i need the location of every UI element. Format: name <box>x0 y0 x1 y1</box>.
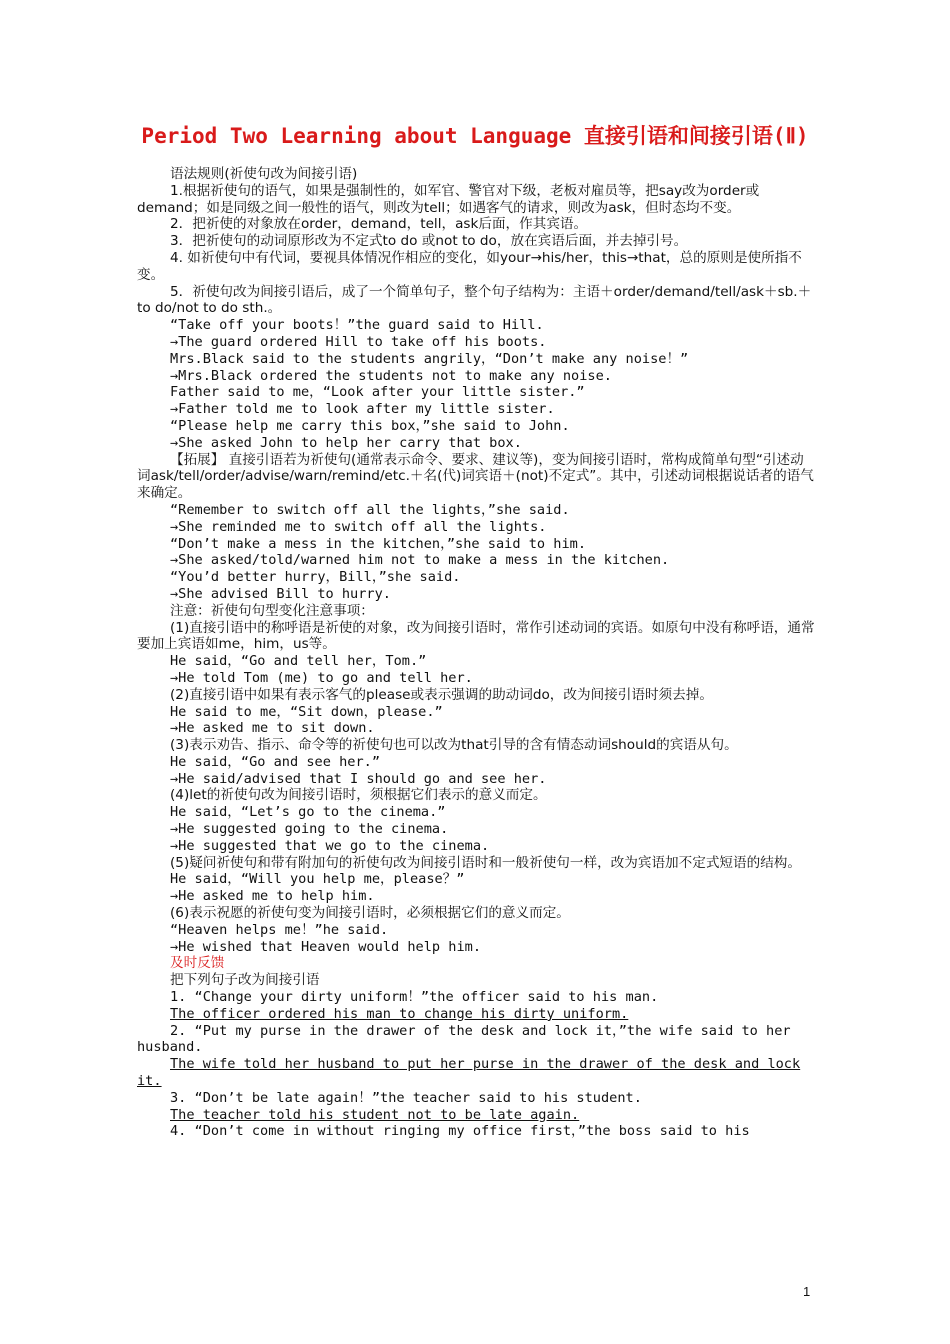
text-line: 2. “Put my purse in the drawer of the desk and lock it，”the wife said to her husband. <box>137 1022 791 1056</box>
text-line: →She asked/told/warned him not to make a mess in the kitchen. <box>170 552 670 569</box>
answer-line: The wife told her husband to put her purse in the drawer of the desk and lock it. <box>137 1056 801 1090</box>
text-line: 1. “Change your dirty uniform！”the officer said to his man. <box>170 989 659 1006</box>
text-line: Father said to me，“Look after your little sister.” <box>170 384 585 401</box>
document-body <box>137 166 815 1140</box>
text-line: 把下列句子改为间接引语 <box>170 972 320 989</box>
text-line: (5)疑问祈使句和带有附加句的祈使句改为间接引语时和一般祈使句一样，改为宾语加不定式短语的结构。 <box>170 854 801 871</box>
text-line: →He suggested that we go to the cinema. <box>170 837 490 854</box>
text-line: He said to me，“Sit down，please.” <box>170 703 443 720</box>
text-line: →Mrs.Black ordered the students not to make any noise. <box>170 367 612 384</box>
text-line: “Please help me carry this box，”she said to John. <box>170 417 570 434</box>
text-line: 4. “Don’t come in without ringing my office first，”the boss said to his <box>170 1123 750 1140</box>
text-line: (6)表示祝愿的祈使句变为间接引语时，必须根据它们的意义而定。 <box>170 905 570 922</box>
text-line: “Heaven helps me！”he said. <box>170 921 389 938</box>
text-line: “Don’t make a mess in the kitchen，”she said to him. <box>170 535 587 552</box>
text-line: 3．把祈使句的动词原形改为不定式to do 或not to do，放在宾语后面，并去掉引号。 <box>170 233 688 250</box>
section-heading: 及时反馈 <box>170 955 225 972</box>
document-title: Period Two Learning about Language 直接引语和间接引语(Ⅱ) <box>141 124 809 148</box>
text-line: →He said/advised that I should go and see her. <box>170 770 547 787</box>
text-line: (3)表示劝告、指示、命令等的祈使句也可以改为that引导的含有情态动词should的宾语从句。 <box>170 737 738 754</box>
text-line: 5．祈使句改为间接引语后，成了一个简单句子，整个句子结构为：主语＋order/demand/tell/ask＋sb.＋to do/not to do sth.。 <box>137 283 812 317</box>
text-line: →She advised Bill to hurry. <box>170 585 391 602</box>
text-line: (4)let的祈使句改为间接引语时，须根据它们表示的意义而定。 <box>170 787 547 804</box>
text-line: →The guard ordered Hill to take off his boots. <box>170 333 547 350</box>
text-line: →She reminded me to switch off all the lights. <box>170 518 547 535</box>
text-line: 3. “Don’t be late again！”the teacher said to his student. <box>170 1089 642 1106</box>
text-line: 【拓展】 直接引语若为祈使句(通常表示命令、要求、建议等)，变为间接引语时，常构成简单句型“引述动词ask/tell/order/advise/warn/remind/etc.＋名(代)词宾语＋(not)不定式”。其中，引述动词根据说话者的语气来确定。 <box>137 451 814 502</box>
text-line: →He told Tom (me) to go and tell her. <box>170 669 473 686</box>
page-number: 1 <box>803 1284 811 1299</box>
text-line: →He asked me to sit down. <box>170 720 375 737</box>
text-line: (2)直接引语中如果有表示客气的please或表示强调的助动词do，改为间接引语时须去掉。 <box>170 686 713 703</box>
text-line: 注意：祈使句句型变化注意事项： <box>170 602 374 619</box>
text-line: 2．把祈使的对象放在order，demand，tell，ask后面，作其宾语。 <box>170 216 588 233</box>
text-line: “You’d better hurry，Bill，”she said. <box>170 569 461 586</box>
text-line: He said，“Go and tell her，Tom.” <box>170 653 427 670</box>
answer-line: The officer ordered his man to change his dirty uniform. <box>170 1005 629 1022</box>
text-line: 语法规则(祈使句改为间接引语) <box>170 166 358 182</box>
text-line: He said，“Go and see her.” <box>170 753 381 770</box>
text-line: He said，“Will you help me，please？” <box>170 871 465 888</box>
text-line: He said，“Let’s go to the cinema.” <box>170 804 446 821</box>
text-line: “Take off your boots！”the guard said to Hill. <box>170 317 544 334</box>
answer-line: The teacher told his student not to be late again. <box>170 1106 580 1123</box>
text-line: 4. 如祈使句中有代词，要视具体情况作相应的变化，如your→his/her，this→that，总的原则是使所指不变。 <box>137 249 802 283</box>
text-line: →He wished that Heaven would help him. <box>170 938 481 955</box>
text-line: “Remember to switch off all the lights，”she said. <box>170 501 570 518</box>
text-line: Mrs.Black said to the students angrily，“Don’t make any noise！” <box>170 350 689 367</box>
text-line: 1.根据祈使句的语气，如果是强制性的，如军官、警官对下级，老板对雇员等，把say改为order或demand；如是同级之间一般性的语气，则改为tell；如遇客气的请求，则改为ask，但时态均不变。 <box>137 182 760 216</box>
text-line: →He suggested going to the cinema. <box>170 821 449 838</box>
text-line: →She asked John to help her carry that box. <box>170 434 522 451</box>
text-line: →He asked me to help him. <box>170 888 375 905</box>
text-line: (1)直接引语中的称呼语是祈使的对象，改为间接引语时，常作引述动词的宾语。如原句中没有称呼语，通常要加上宾语如me，him，us等。 <box>137 619 815 653</box>
text-line: →Father told me to look after my little sister. <box>170 401 555 418</box>
